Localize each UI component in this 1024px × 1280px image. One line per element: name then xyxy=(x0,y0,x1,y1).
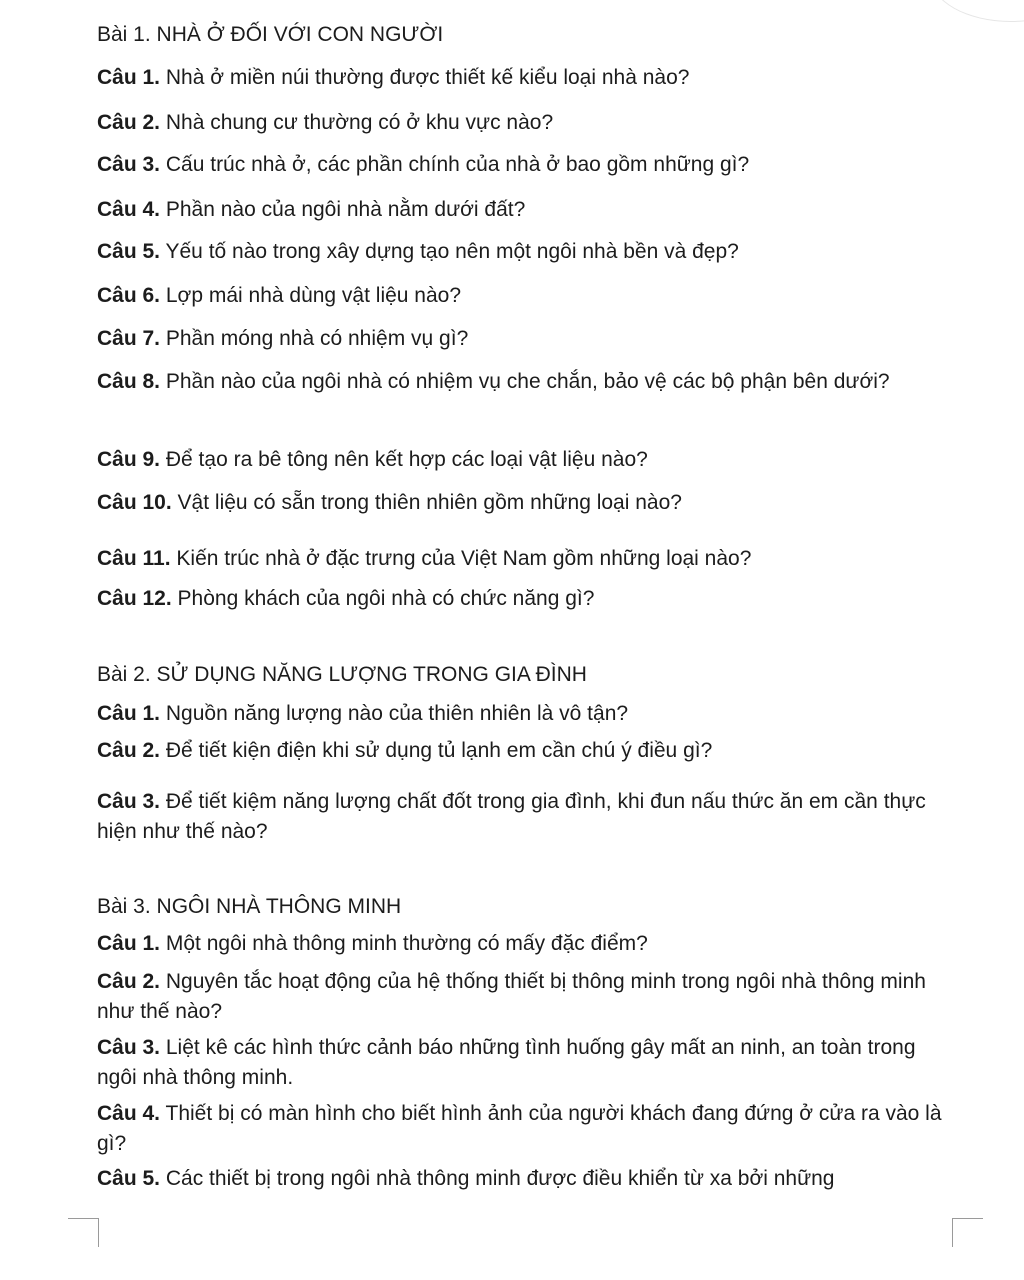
page-curl-decoration xyxy=(930,0,1024,22)
question-label: Câu 2. xyxy=(97,111,161,134)
question xyxy=(97,367,927,397)
question-label: Câu 5. xyxy=(97,240,161,263)
question xyxy=(97,1164,977,1194)
question-text: Yếu tố nào trong xây dựng tạo nên một ngôi nhà bền và đẹp? xyxy=(165,240,739,263)
question xyxy=(97,108,977,138)
question-text: Vật liệu có sẵn trong thiên nhiên gồm những loại nào? xyxy=(177,491,682,514)
question xyxy=(97,150,977,180)
question-label: Câu 9. xyxy=(97,448,161,471)
question-text: Để tạo ra bê tông nên kết hợp các loại vật liệu nào? xyxy=(165,448,648,471)
question-label: Câu 7. xyxy=(97,327,161,350)
question xyxy=(97,324,977,354)
question xyxy=(97,699,977,729)
question-label: Câu 4. xyxy=(97,1102,161,1125)
question-text: Phần nào của ngôi nhà có nhiệm vụ che chắn, bảo vệ các bộ phận bên dưới? xyxy=(165,370,890,393)
page-corner-mark-left xyxy=(68,1218,99,1247)
question-label: Câu 12. xyxy=(97,587,172,610)
section-title: Bài 1. NHÀ Ở ĐỐI VỚI CON NGƯỜI xyxy=(97,23,444,46)
question-text: Nguồn năng lượng nào của thiên nhiên là vô tận? xyxy=(165,702,629,725)
question xyxy=(97,281,977,311)
question-label: Câu 1. xyxy=(97,66,161,89)
question-label: Câu 1. xyxy=(97,932,161,955)
question-text: Một ngôi nhà thông minh thường có mấy đặc điểm? xyxy=(165,932,648,955)
question-text: Phần nào của ngôi nhà nằm dưới đất? xyxy=(165,198,526,221)
question-label: Câu 11. xyxy=(97,547,171,570)
section-title: Bài 2. SỬ DỤNG NĂNG LƯỢNG TRONG GIA ĐÌNH xyxy=(97,663,587,686)
question-text: Các thiết bị trong ngôi nhà thông minh được điều khiển từ xa bởi những xyxy=(165,1167,835,1190)
section-title: Bài 3. NGÔI NHÀ THÔNG MINH xyxy=(97,895,402,918)
question xyxy=(97,967,927,1027)
question-text: Nguyên tắc hoạt động của hệ thống thiết bị thông minh trong ngôi nhà thông minh như thế nào? xyxy=(97,970,926,1023)
question-text: Nhà ở miền núi thường được thiết kế kiểu loại nhà nào? xyxy=(165,66,690,89)
question-text: Thiết bị có màn hình cho biết hình ảnh của người khách đang đứng ở cửa ra vào là gì? xyxy=(97,1102,942,1155)
question xyxy=(97,787,947,847)
question xyxy=(97,195,977,225)
question-label: Câu 2. xyxy=(97,970,161,993)
question xyxy=(97,544,977,574)
question-text: Cấu trúc nhà ở, các phần chính của nhà ở bao gồm những gì? xyxy=(165,153,750,176)
question xyxy=(97,929,977,959)
question-text: Nhà chung cư thường có ở khu vực nào? xyxy=(165,111,554,134)
page-corner-mark-right xyxy=(952,1218,983,1247)
question xyxy=(97,736,977,766)
question-label: Câu 3. xyxy=(97,153,161,176)
question-text: Phần móng nhà có nhiệm vụ gì? xyxy=(165,327,469,350)
question xyxy=(97,1099,957,1159)
question-label: Câu 6. xyxy=(97,284,161,307)
question-text: Lợp mái nhà dùng vật liệu nào? xyxy=(165,284,462,307)
question-label: Câu 10. xyxy=(97,491,172,514)
question-label: Câu 5. xyxy=(97,1167,161,1190)
question-text: Phòng khách của ngôi nhà có chức năng gì? xyxy=(177,587,595,610)
question-label: Câu 2. xyxy=(97,739,161,762)
question xyxy=(97,584,977,614)
question-text: Kiến trúc nhà ở đặc trưng của Việt Nam gồm những loại nào? xyxy=(176,547,752,570)
question-text: Liệt kê các hình thức cảnh báo những tình huống gây mất an ninh, an toàn trong ngôi nhà thông minh. xyxy=(97,1036,916,1089)
question-label: Câu 1. xyxy=(97,702,161,725)
question-text: Để tiết kiện điện khi sử dụng tủ lạnh em cần chú ý điều gì? xyxy=(165,739,713,762)
question xyxy=(97,237,977,267)
question xyxy=(97,445,977,475)
question-label: Câu 3. xyxy=(97,1036,161,1059)
question xyxy=(97,1033,917,1093)
question xyxy=(97,488,977,518)
question xyxy=(97,63,977,93)
question-label: Câu 3. xyxy=(97,790,161,813)
question-label: Câu 4. xyxy=(97,198,161,221)
question-text: Để tiết kiệm năng lượng chất đốt trong gia đình, khi đun nấu thức ăn em cần thực hiện như thế nào? xyxy=(97,790,926,843)
question-label: Câu 8. xyxy=(97,370,161,393)
